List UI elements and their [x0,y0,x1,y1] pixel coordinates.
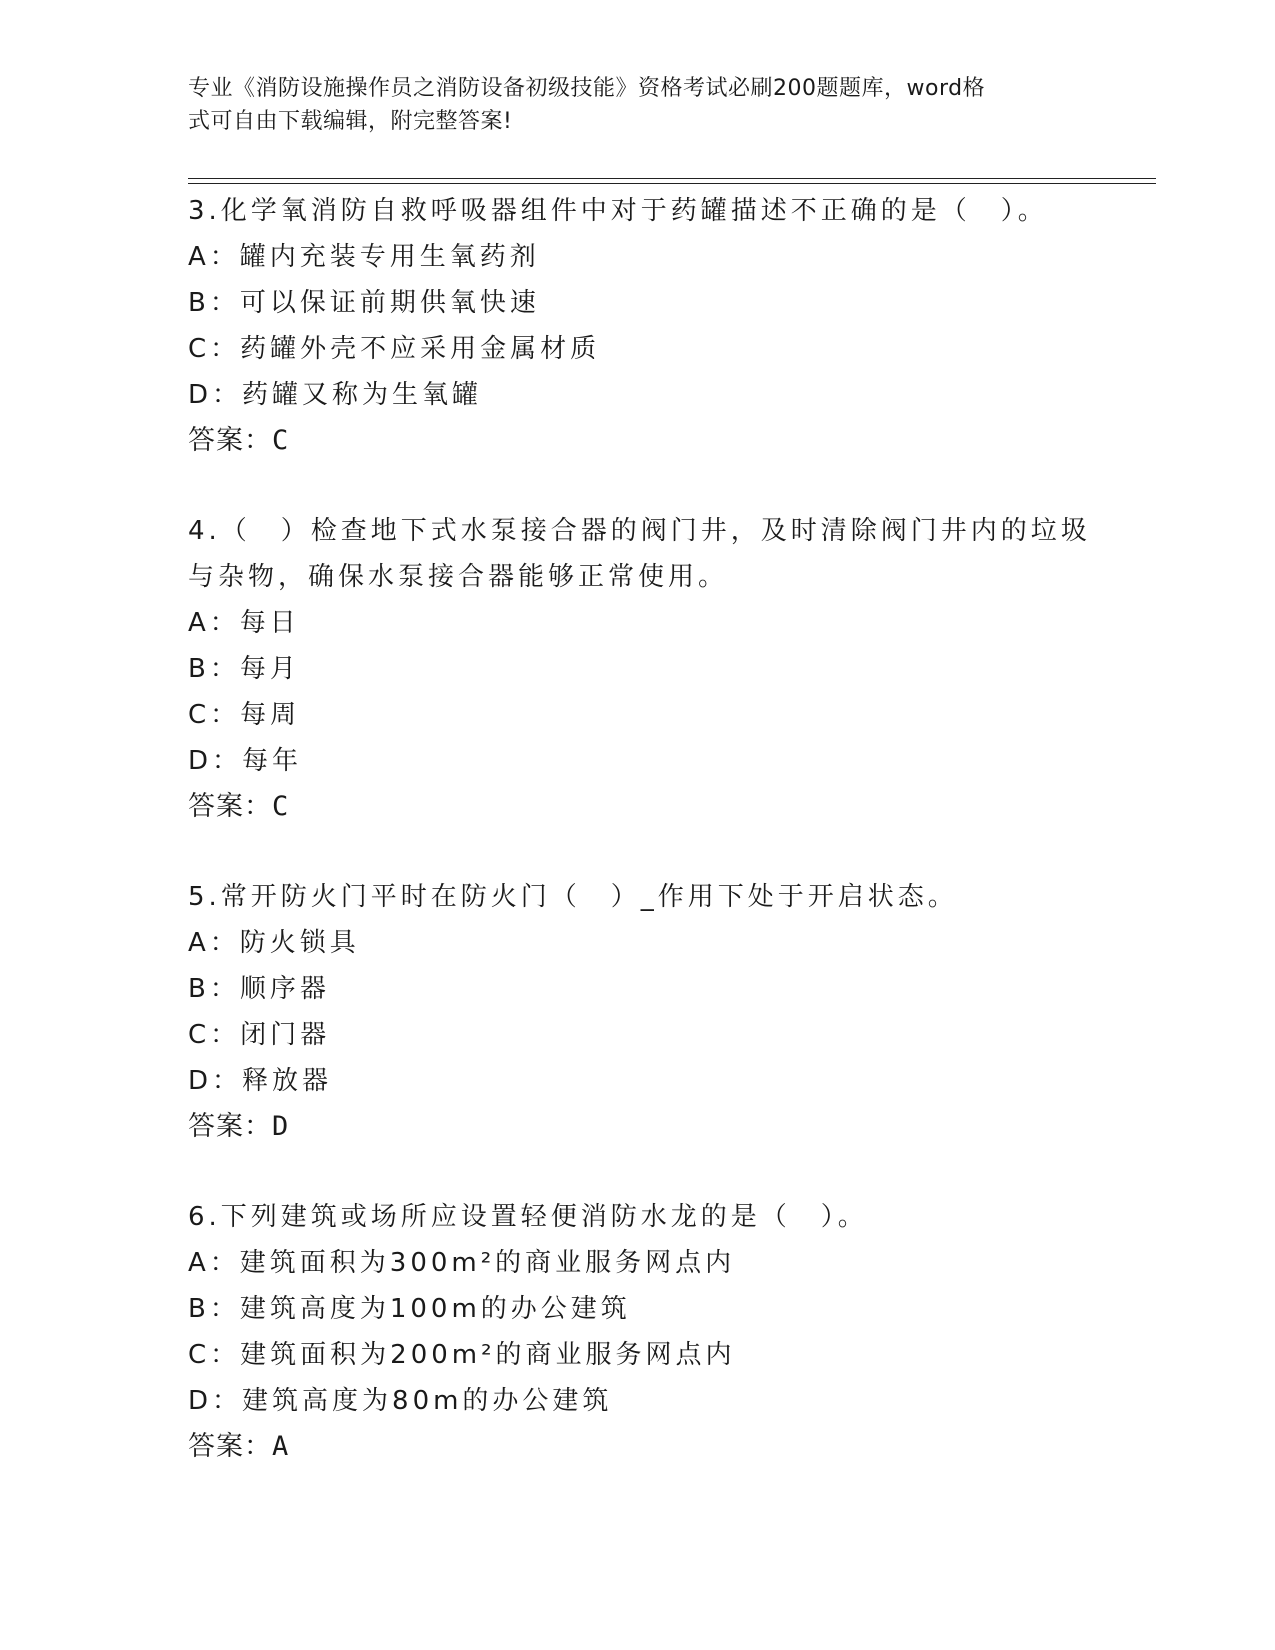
header-divider-bottom [188,183,1156,184]
option-b: B：每月 [188,654,300,684]
header-divider-top [188,178,1156,179]
header-line-2: 式可自由下载编辑，附完整答案! [188,109,513,134]
answer-value: D [272,1111,290,1142]
option-c: C：建筑面积为200m²的商业服务网点内 [188,1340,736,1370]
answer-label: 答案： [188,425,272,456]
option-c: C：药罐外壳不应采用金属材质 [188,334,601,364]
header-line-1: 专业《消防设施操作员之消防设备初级技能》资格考试必刷200题题库，word格 [188,76,986,101]
option-d: D：建筑高度为80m的办公建筑 [188,1386,613,1416]
question-4 [188,508,1091,830]
answer-value: A [272,1431,290,1462]
option-d: D：释放器 [188,1066,333,1096]
answer-line [188,1424,1068,1470]
question-5 [188,874,1068,1150]
answer-line [188,1104,1068,1150]
answer-label: 答案： [188,1431,272,1462]
option-d: D：药罐又称为生氧罐 [188,380,483,410]
answer-line [188,418,1068,464]
answer-value: C [272,791,290,822]
option-d: D：每年 [188,746,303,776]
option-c: C：闭门器 [188,1020,331,1050]
option-b: B：建筑高度为100m的办公建筑 [188,1294,631,1324]
answer-value: C [272,425,290,456]
option-c: C：每周 [188,700,301,730]
option-a: A：防火锁具 [188,928,360,958]
answer-label: 答案： [188,1111,272,1142]
question-6 [188,1194,1068,1470]
option-b: B：可以保证前期供氧快速 [188,288,540,318]
question-stem: 5.常开防火门平时在防火门（ ）_作用下处于开启状态。 [188,882,958,912]
question-3 [188,188,1068,464]
question-list [188,188,1091,1514]
document-header [188,72,1068,138]
question-stem-line-1: 4.（ ）检查地下式水泵接合器的阀门井，及时清除阀门井内的垃圾 [188,516,1091,546]
option-a: A：罐内充装专用生氧药剂 [188,242,540,272]
question-stem-line-2: 与杂物，确保水泵接合器能够正常使用。 [188,562,729,592]
option-a: A：建筑面积为300m²的商业服务网点内 [188,1248,736,1278]
answer-line [188,784,1068,830]
option-b: B：顺序器 [188,974,330,1004]
option-a: A：每日 [188,608,300,638]
question-stem: 3.化学氧消防自救呼吸器组件中对于药罐描述不正确的是（ ）。 [188,196,1048,226]
question-stem: 6.下列建筑或场所应设置轻便消防水龙的是（ ）。 [188,1202,868,1232]
answer-label: 答案： [188,791,272,822]
